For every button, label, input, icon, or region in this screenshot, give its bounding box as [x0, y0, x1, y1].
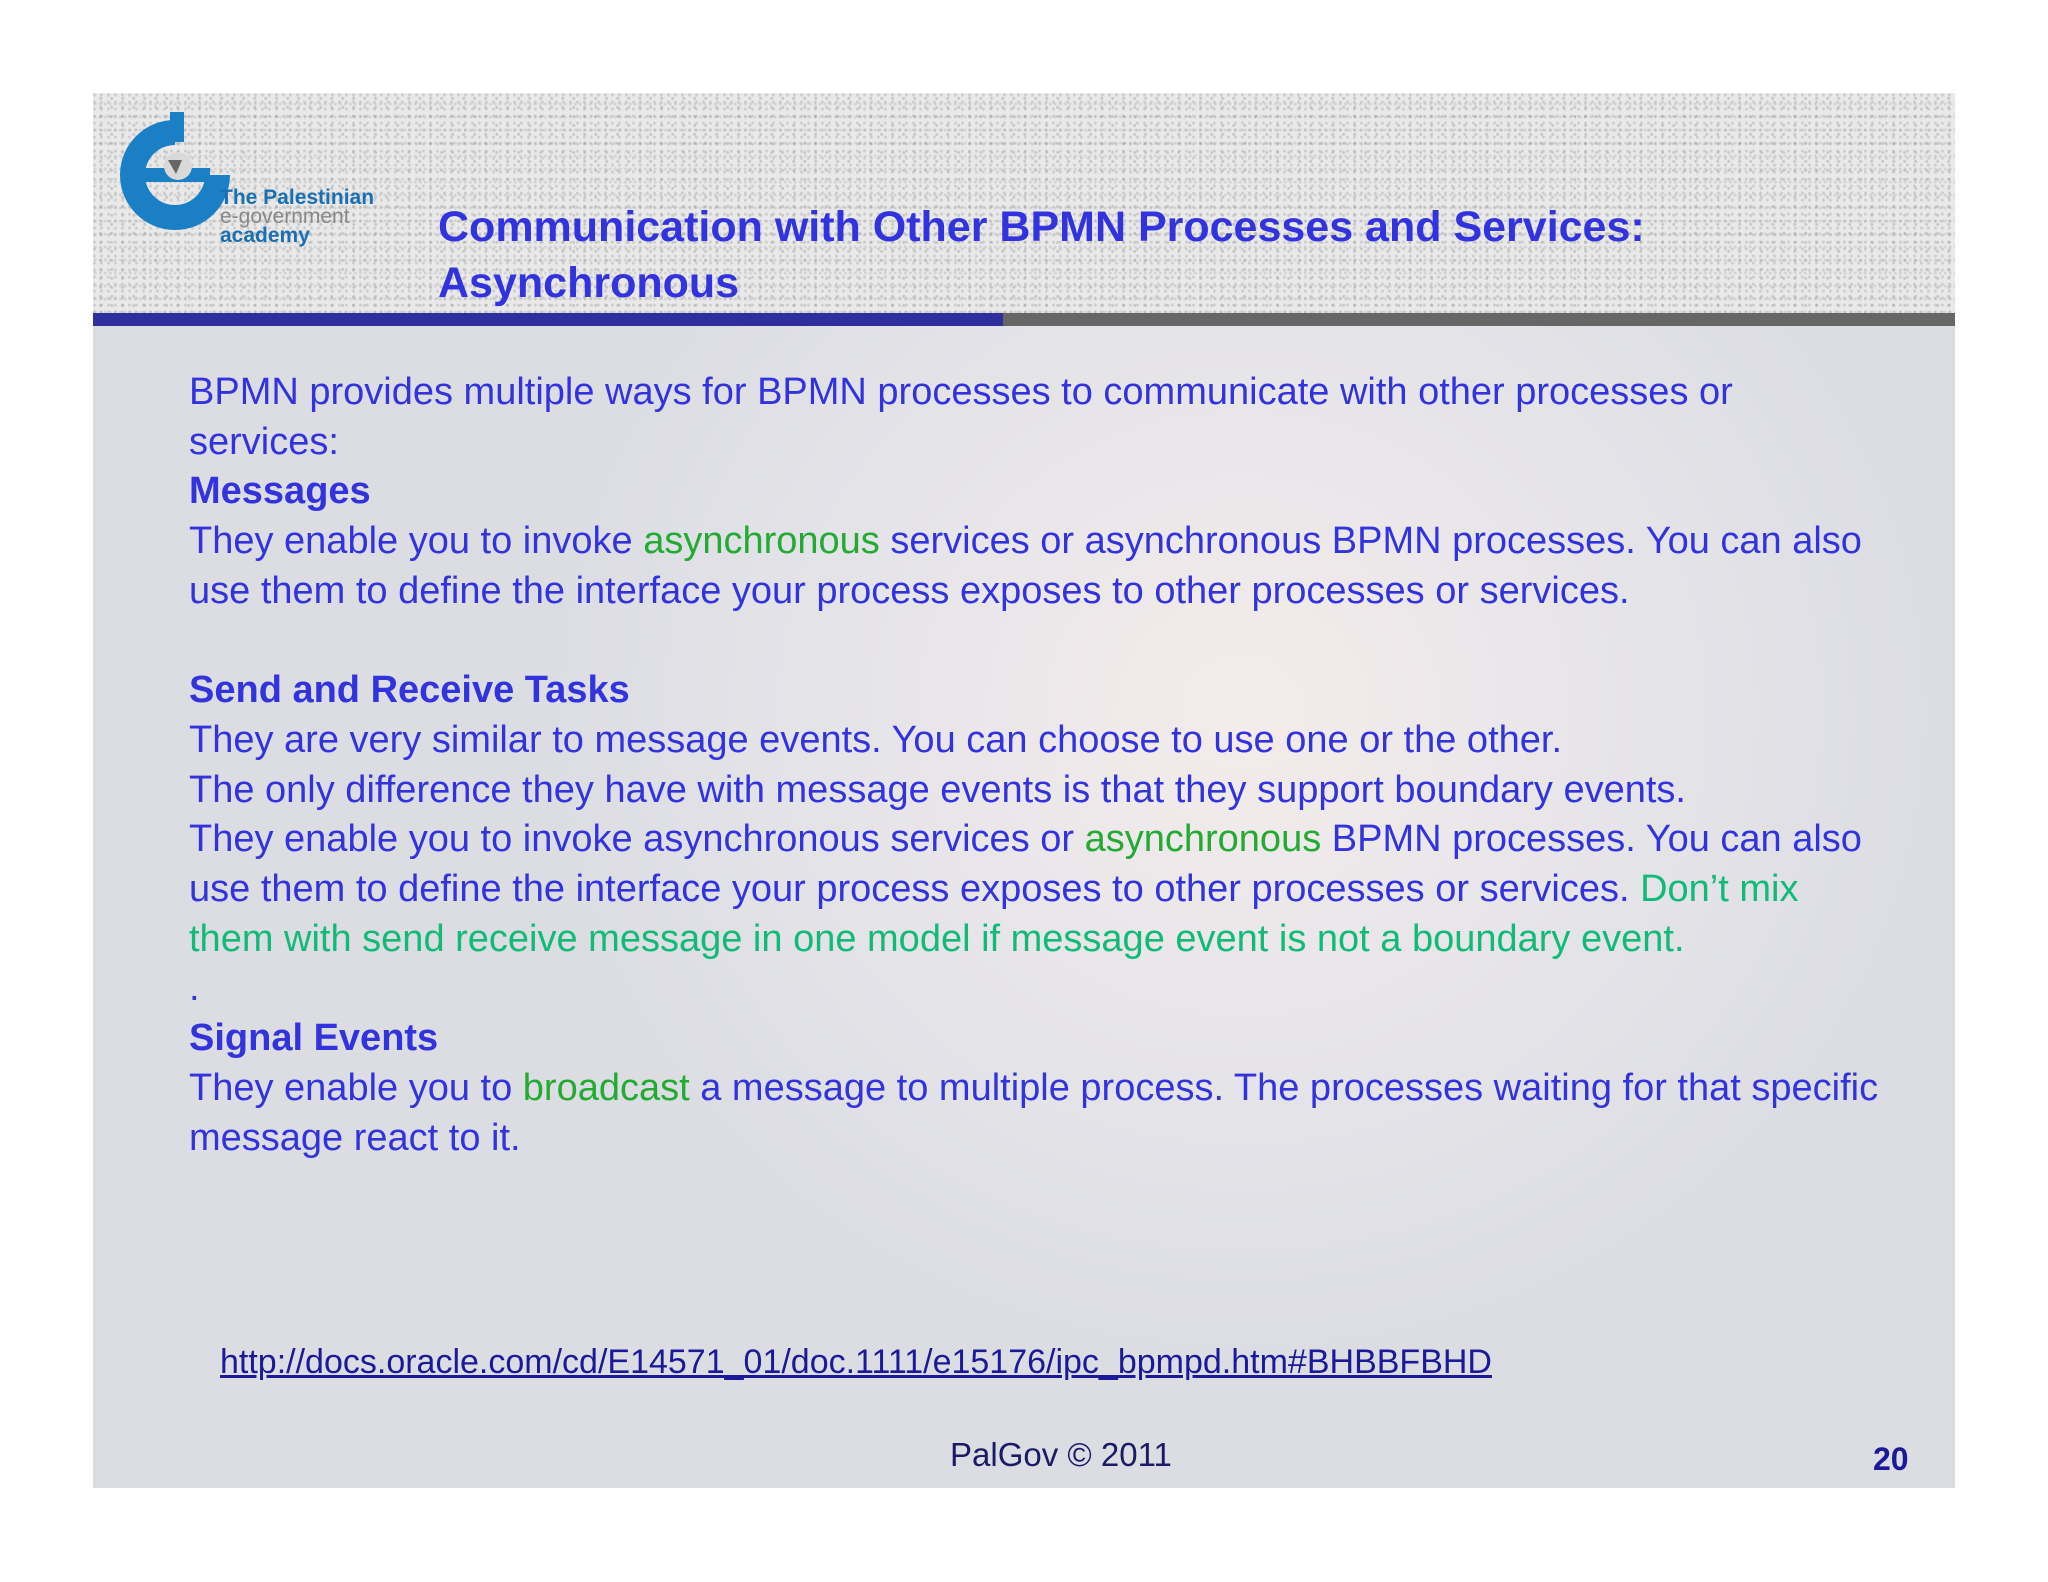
title-line-1: Communication with Other BPMN Processes and Services: [438, 203, 1645, 251]
slide-body [189, 368, 1889, 1163]
send-receive-highlight: asynchronous [1084, 818, 1322, 861]
messages-heading: Messages [189, 470, 371, 513]
send-receive-text-before: They enable you to invoke asynchronous services or [189, 818, 1085, 861]
send-receive-line-1: They are very similar to message events. You can choose to use one or the other. [189, 718, 1563, 761]
slide [93, 93, 1955, 1488]
spacer [189, 617, 1889, 667]
oracle-docs-link[interactable]: http://docs.oracle.com/cd/E14571_01/doc.1111/e15176/ipc_bpmpd.htm#BHBBFBHD [220, 1343, 1492, 1381]
send-receive-line-2: The only difference they have with message events is that they support boundary events. [189, 768, 1686, 811]
messages-paragraph [189, 517, 1889, 616]
slide-title [438, 199, 1838, 311]
send-receive-heading: Send and Receive Tasks [189, 669, 630, 712]
page-number: 20 [1873, 1441, 1909, 1477]
signal-text-after: a message to multiple process. The processes waiting for that specific message react to it. [189, 1066, 1879, 1159]
logo-line-1: The Palestinian [220, 186, 375, 209]
footer-copyright: PalGov © 2011 [950, 1436, 1172, 1473]
signal-heading: Signal Events [189, 1017, 439, 1060]
send-receive-dot: . [189, 967, 200, 1010]
messages-text-before: They enable you to invoke [189, 520, 644, 563]
messages-text-after: services or asynchronous BPMN processes. You can also use them to define the interface your process exposes to other processes or services. [189, 520, 1862, 612]
signal-highlight: broadcast [522, 1066, 690, 1109]
academy-logo-text [220, 188, 374, 245]
header-rule-grey [1003, 313, 1955, 326]
send-receive-note: Don’t mix them with send receive message in one model if message event is not a boundary event. [189, 868, 1799, 960]
signal-paragraph [189, 1064, 1889, 1163]
logo-line-2: e-government [220, 205, 350, 228]
logo-line-3: academy [220, 224, 310, 247]
title-line-2: Asynchronous [438, 259, 740, 307]
header-rule-blue [93, 313, 1003, 326]
send-receive-paragraph [189, 815, 1889, 964]
signal-text-before: They enable you to [189, 1066, 523, 1109]
send-receive-text-after: BPMN processes. You can also use them to define the interface your process exposes to other processes or services. [189, 818, 1862, 911]
intro-paragraph: BPMN provides multiple ways for BPMN processes to communicate with other processes or services: [189, 371, 1733, 463]
academy-logo [110, 110, 395, 247]
messages-highlight: asynchronous [643, 520, 880, 563]
